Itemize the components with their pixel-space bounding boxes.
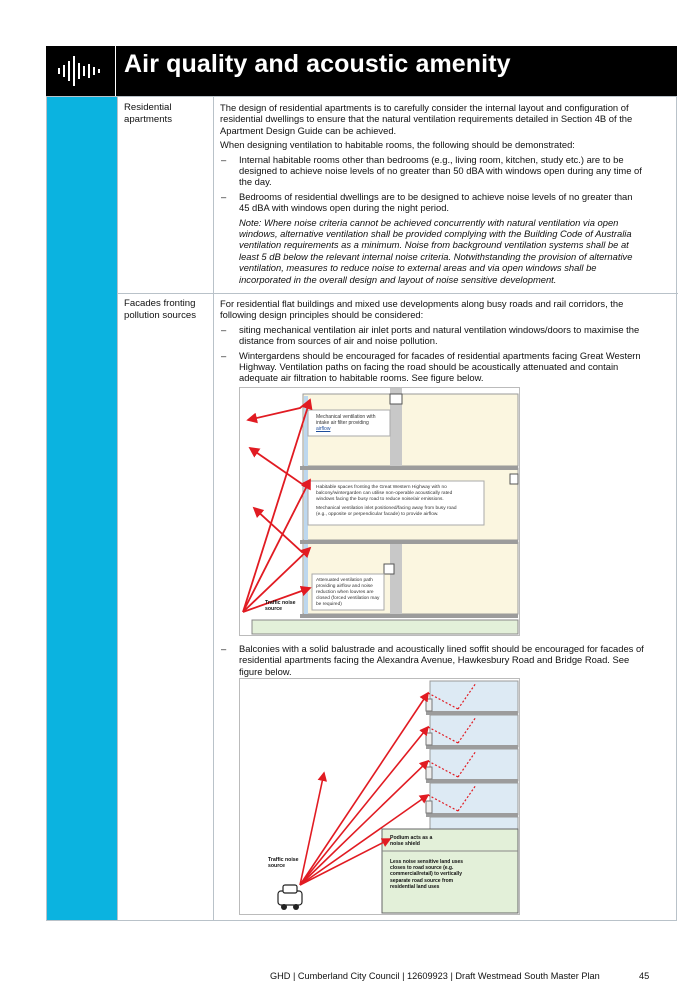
source-line: source (268, 863, 286, 870)
callout-line: balcony/wintergarden can utilise non-operable acoustically rated (316, 491, 453, 496)
text-line: The design of residential apartments is to carefully consider the internal layout and configuration of (220, 102, 629, 113)
text-line: the day. (239, 176, 272, 188)
dash-marker: – (221, 349, 227, 361)
callout-line: reduction when louvres are (316, 590, 374, 595)
callout-line: separate road source from (390, 877, 454, 884)
callout-line: commercial/retail) to vertically (390, 871, 462, 878)
callout-attenuated-path (316, 578, 379, 608)
source-line: Traffic noise (265, 600, 296, 606)
callout-line: airflow (316, 426, 331, 432)
text-line: figure below. (239, 665, 292, 677)
text-line: Bedrooms of residential dwellings are to be designed to achieve noise levels of no greater than (239, 190, 633, 202)
source-line: source (265, 606, 283, 613)
row-content-residential-apartments (220, 102, 666, 285)
row-content-balconies (220, 643, 666, 680)
callout-line: be required) (316, 602, 342, 607)
row-label-facades-fronting-pollution-sources (124, 298, 196, 321)
traffic-noise-source-label (265, 600, 296, 612)
list-item (220, 191, 666, 214)
callout-mechanical-ventilation (316, 414, 375, 432)
text-line: residential apartments facing the Alexandra Avenue, Hawkesbury Road and Bridge Road. See (239, 654, 630, 666)
callout-line: intake air filter providing (316, 420, 369, 426)
label-line: pollution sources (124, 309, 196, 321)
intro-paragraph (220, 298, 666, 321)
list-item (220, 324, 666, 347)
callout-line: Less noise sensitive land uses (390, 859, 464, 865)
text-line: following design principles should be considered: (220, 309, 424, 321)
podium-callout (390, 835, 432, 847)
callout-line: windows facing the busy road to reduce noise/air emissions. (316, 497, 444, 502)
text-line: incorporated in the overall design and layout of noise sensitive development. (239, 273, 557, 285)
callout-line: providing airflow and noise (316, 584, 373, 589)
callout-line: Habitable spaces fronting the Great Western Highway with no (316, 485, 447, 490)
text-line: Balconies with a solid balustrade and acoustically lined soffit should be encouraged for facades of (239, 643, 644, 654)
soundwave-icon (46, 46, 116, 96)
text-line: Apartment Design Guide can be achieved. (220, 124, 397, 136)
dash-marker: – (221, 153, 227, 165)
text-line: Internal habitable rooms other than bedrooms (e.g., living room, kitchen, study etc.) are to be (239, 153, 624, 165)
text-line: windows, alternative ventilation shall be provided complying with the Building Code of Australia (239, 228, 632, 240)
label-line: apartments (124, 113, 172, 125)
callout-line: closes to road source (e.g. (390, 865, 454, 872)
dash-marker: – (221, 190, 227, 202)
traffic-noise-source-label (268, 857, 299, 869)
text-line: Note: Where noise criteria cannot be achieved concurrently with natural ventilation via open (239, 216, 619, 228)
callout-line: Attenuated ventilation path (316, 578, 373, 583)
page-footer: GHD | Cumberland City Council | 12609923 | Draft Westmead South Master Plan (270, 971, 600, 981)
list-item (220, 643, 666, 677)
column-divider (117, 97, 118, 920)
label-line: Residential (124, 102, 172, 113)
callout-line: Podium acts as a (390, 835, 433, 841)
page-title: Air quality and acoustic amenity (124, 50, 511, 78)
text-line: adequate air filtration to habitable rooms. See figure below. (239, 372, 484, 384)
row-content-facades (220, 298, 666, 387)
text-line: least 5 dB below the relevant internal noise criteria. Notwithstanding the provision of alternative (239, 250, 633, 262)
row-divider (117, 293, 678, 294)
label-line: Facades fronting (124, 298, 196, 309)
text-line: ventilation requirements as a minimum. Noise from background ventilation systems shall be at (239, 239, 629, 251)
column-divider (213, 97, 214, 920)
text-line: For residential flat buildings and mixed use developments along busy roads and rail corridors, the (220, 298, 624, 309)
list-item (220, 350, 666, 384)
row-label-residential-apartments (124, 102, 172, 125)
text-line: ventilation, measures to reduce noise to external areas and via open windows shall be (239, 262, 597, 274)
callout-line: closed (forced ventilation may (316, 596, 380, 601)
figure-drawing (240, 679, 519, 914)
text-line: Wintergardens should be encouraged for facades of residential apartments facing Great Western (239, 349, 641, 361)
page-number: 45 (639, 971, 650, 981)
callout-line: (e.g., opposite or perpendicular facade) to provide airflow. (316, 512, 439, 517)
dash-marker: – (221, 643, 227, 654)
dash-marker: – (221, 323, 227, 335)
text-line: Highway. Ventilation paths on facing the road should be acoustically attenuated and contain (239, 361, 619, 373)
callout-habitable-spaces (316, 485, 457, 518)
car-icon (278, 885, 302, 910)
callout-line: Mechanical ventilation with (316, 414, 376, 420)
text-line: siting mechanical ventilation air inlet ports and natural ventilation windows/doors to maximise the (239, 323, 640, 335)
text-line: 45 dBA with windows open during the night period. (239, 202, 450, 214)
text-line: designed to achieve noise levels of no greater than 50 dBA with windows open during any time of (239, 165, 642, 177)
text-line: distance from sources of air and noise pollution. (239, 335, 438, 347)
text-line: residential dwellings to ensure that the natural ventilation requirements detailed in Section 4B of the (220, 113, 633, 125)
intro-paragraph (220, 102, 666, 136)
land-use-callout (390, 859, 463, 890)
wintergarden-ventilation-figure (239, 387, 520, 636)
lead-paragraph: When designing ventilation to habitable rooms, the following should be demonstrated: (220, 139, 575, 151)
section-header (46, 46, 677, 96)
accent-column (47, 97, 117, 920)
callout-line: residential land uses (390, 883, 440, 890)
callout-line: Mechanical ventilation inlet positioned/facing away from busy road (316, 506, 457, 511)
header-icon-cell (46, 46, 116, 96)
balcony-podium-figure (239, 678, 520, 915)
callout-line: noise shield (390, 841, 420, 848)
list-item (220, 154, 666, 188)
note-paragraph (220, 217, 666, 285)
source-line: Traffic noise (268, 857, 299, 863)
